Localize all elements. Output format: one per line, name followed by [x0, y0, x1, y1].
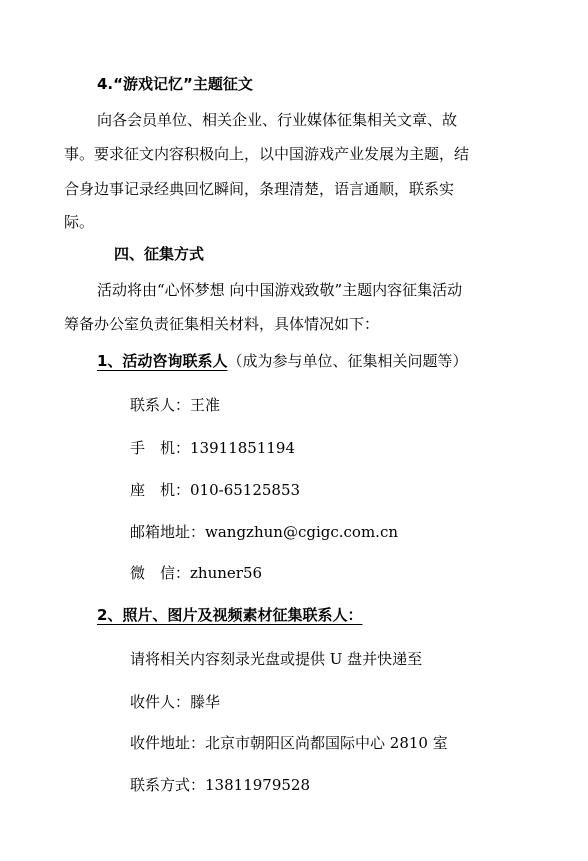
collection-method-paragraph-line-2: 筹备办公室负责征集相关材料，具体情况如下：: [64, 315, 380, 333]
email-label: 邮箱地址：: [130, 523, 206, 541]
collection-method-heading: 四、征集方式: [114, 245, 205, 263]
recipient-label: 收件人：: [130, 693, 191, 711]
consult-contact-heading: [97, 352, 467, 370]
section-4-paragraph-line-4: 际。: [64, 213, 95, 231]
recipient-value: 滕华: [190, 693, 221, 711]
recipient-address-row: [130, 734, 448, 752]
contact-person-value: 王准: [190, 396, 221, 414]
contact-person-row: [130, 396, 220, 414]
recipient-address-value: 北京市朝阳区尚都国际中心 2810 室: [205, 734, 448, 752]
landline-value: 010-65125853: [190, 481, 301, 499]
email-row: [130, 523, 398, 541]
recipient-address-label: 收件地址：: [130, 734, 206, 752]
mobile-row: [130, 439, 295, 457]
mailing-instruction-row: [130, 650, 422, 668]
section-4-paragraph-line-2: 事。要求征文内容积极向上，以中国游戏产业发展为主题，结: [64, 145, 470, 163]
mobile-value: 13911851194: [190, 439, 295, 457]
wechat-value: zhuner56: [190, 564, 263, 582]
wechat-row: [130, 564, 262, 582]
collection-method-paragraph-line-1: 活动将由“心怀梦想 向中国游戏致敬”主题内容征集活动: [97, 281, 463, 299]
landline-label: 座 机：: [130, 481, 191, 499]
section-4-paragraph-line-1: 向各会员单位、相关企业、行业媒体征集相关文章、故: [97, 111, 458, 129]
contact-person-label: 联系人：: [130, 396, 191, 414]
mailing-instruction-text: 请将相关内容刻录光盘或提供 U 盘并快递至: [130, 650, 423, 668]
phone-label: 联系方式：: [130, 776, 206, 794]
media-contact-heading: 2、照片、图片及视频素材征集联系人：: [97, 606, 363, 624]
section-4-heading: 4.“游戏记忆”主题征文: [97, 75, 253, 93]
landline-row: [130, 481, 300, 499]
phone-value: 13811979528: [205, 776, 310, 794]
email-value: wangzhun@cgigc.com.cn: [205, 523, 399, 541]
wechat-label: 微 信：: [130, 564, 191, 582]
consult-contact-heading-note: （成为参与单位、征集相关问题等）: [227, 352, 468, 370]
consult-contact-heading-title: 1、活动咨询联系人: [97, 352, 228, 370]
mobile-label: 手 机：: [130, 439, 191, 457]
recipient-row: [130, 693, 220, 711]
phone-row: [130, 776, 310, 794]
section-4-paragraph-line-3: 合身边事记录经典回忆瞬间，条理清楚，语言通顺，联系实: [64, 180, 455, 198]
